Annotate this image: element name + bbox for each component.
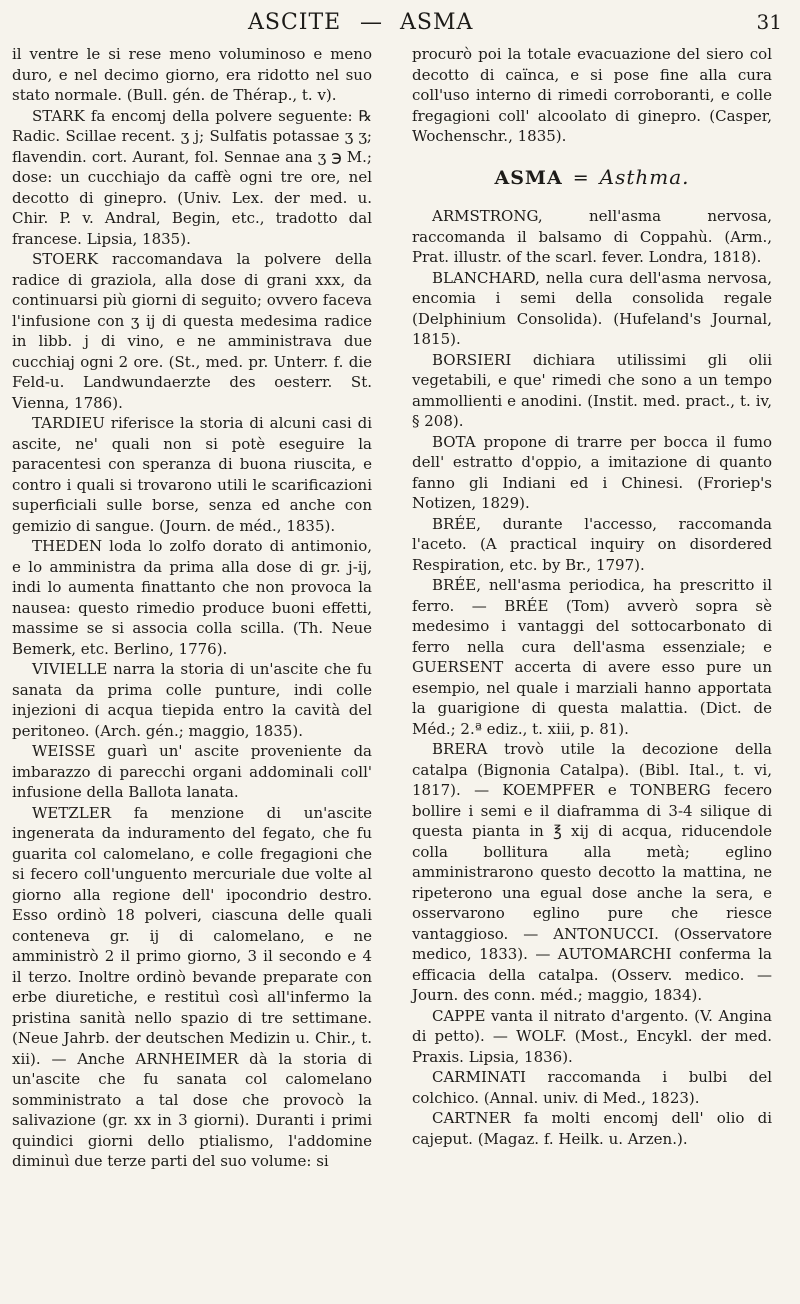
paragraph: WETZLER fa menzione di un'ascite ingenerata da induramento del fegato, che fu guarita col calomelano, e colle fregagioni che si fecero coll'unguento mercuriale due volte al giorno alla regione dell' ipocondrio destro. Esso ordinò 18 polveri, ciascuna delle quali conteneva gr. ij di calomelano, e ne amministrò 2 il primo giorno, 3 il secondo e 4 il terzo. Inoltre ordinò bevande preparate con erbe diuretiche, e restituì così all'infermo la pristina sanità nello spazio di tre settimane. (Neue Jahrb. der deutschen Medizin u. Chir., t. xii). — Anche ARNHEIMER dà la storia di un'ascite che fu sanata col calomelano somministrato a tal dose che provocò la salivazione (gr. xx in 3 giorni). Duranti i primi quindici giorni dello ptialismo, l'addomine diminuì due terze parti del suo volume: si	[12, 803, 372, 1170]
paragraph: BRÉE, durante l'accesso, raccomanda l'aceto. (A practical inquiry on disordered Respiration, etc. by Br., 1797).	[412, 514, 772, 574]
paragraph: THEDEN loda lo zolfo dorato di antimonio, e lo amministra da prima alla dose di gr. j-ij, indi lo aumenta finattanto che non provoca la nausea: questo rimedio produce buoni effetti, massime se si associa colla scilla. (Th. Neue Bemerk, etc. Berlino, 1776).	[12, 537, 372, 658]
section-heading-latin: Asthma.	[599, 164, 690, 189]
paragraph: STOERK raccomandava la polvere della radice di graziola, alla dose di grani xxx, da continuarsi più giorni di seguito; ovvero faceva l'infusione con ʒ ij di questa medesima radice in libb. j di vino, e ne amministrava due cucchiaj ogni 2 ore. (St., med. pr. Unterr. f. die Feld-u. Landwundaerzte des oesterr. St. Vienna, 1786).	[12, 250, 372, 412]
paragraph: BRÉE, nell'asma periodica, ha prescritto il ferro. — BRÉE (Tom) avverò sopra sè medesimo i vantaggi del sottocarbonato di ferro nella cura dell'asma essenziale; e GUERSENT accerta di avere esso pure un esempio, nel quale i marziali hanno apportata la guarigione di questa malattia. (Dict. de Méd.; 2.ª ediz., t. xiii, p. 81).	[412, 576, 772, 738]
paragraph: VIVIELLE narra la storia di un'ascite che fu sanata da prima colle punture, indi colle injezioni di acqua tiepida entro la cavità del peritoneo. (Arch. gén.; maggio, 1835).	[12, 660, 372, 740]
paragraph: CARMINATI raccomanda i bulbi del colchico. (Annal. univ. di Med., 1823).	[412, 1068, 772, 1107]
running-head	[0, 8, 800, 38]
paragraph: il ventre le si rese meno voluminoso e meno duro, e nel decimo giorno, era ridotto nel suo stato normale. (Bull. gén. de Thérap., t. v).	[12, 45, 372, 104]
paragraph: STARK fa encomj della polvere seguente: ℞ Radic. Scillae recent. ʒ j; Sulfatis potassae ʒ ʒ; flavendin. cort. Aurant, fol. Sennae ana ʒ ℈ M.; dose: un cucchiajo da caffè ogni tre ore, nel decotto di ginepro. (Univ. Lex. der med. u. Chir. P. v. Andral, Begin, etc., tradotto dal francese. Lipsia, 1835).	[12, 106, 372, 248]
paragraph: WEISSE guarì un' ascite proveniente da imbarazzo di parecchi organi addominali coll' infusione della Ballota lanata.	[12, 742, 372, 801]
paragraph: CARTNER fa molti encomj dell' olio di cajeput. (Magaz. f. Heilk. u. Arzen.).	[412, 1109, 772, 1148]
running-head-separator: —	[360, 10, 382, 35]
page-number: 31	[756, 10, 782, 34]
paragraph: CAPPE vanta il nitrato d'argento. (V. Angina di petto). — WOLF. (Most., Encykl. der med. Praxis. Lipsia, 1836).	[412, 1006, 772, 1066]
paragraph: BORSIERI dichiara utilissimi gli olii vegetabili, e que' rimedi che sono a un tempo ammollienti e anodini. (Instit. med. pract., t. iv, § 208).	[412, 350, 772, 430]
left-column	[12, 44, 372, 1172]
right-column	[412, 44, 772, 1149]
paragraph: TARDIEU riferisce la storia di alcuni casi di ascite, ne' quali non si potè eseguire la paracentesi con speranza di buona riuscita, e contro i quali si trovarono utili le scarificazioni superficiali sulle borse, senza ed anche con gemizio di sangue. (Journ. de méd., 1835).	[12, 414, 372, 535]
section-heading-term: ASMA	[494, 166, 563, 189]
running-head-right: ASMA	[400, 10, 474, 35]
running-head-left: ASCITE	[248, 10, 342, 35]
paragraph: ARMSTRONG, nell'asma nervosa, raccomanda il balsamo di Coppahù. (Arm., Prat. illustr. of the scarl. fever. Londra, 1818).	[412, 207, 772, 266]
paragraph: BLANCHARD, nella cura dell'asma nervosa, encomia i semi della consolida regale (Delphinium Consolida). (Hufeland's Journal, 1815).	[412, 268, 772, 348]
paragraph: BRERA trovò utile la decozione della catalpa (Bignonia Catalpa). (Bibl. Ital., t. vi, 1817). — KOEMPFER e TONBERG fecero bollire i semi e il diaframma di 3-4 silique di questa pianta in ℥ xij di acqua, riducendole colla bollitura alla metà; eglino amministrarono questo decotto la mattina, ne ripeterono una egual dose anche la sera, e osservarono eglino pure che riesce vantaggioso. — ANTONUCCI. (Osservatore medico, 1833). — AUTOMARCHI conferma la efficacia della catalpa. (Osserv. medico. — Journ. des conn. méd.; maggio, 1834).	[412, 740, 772, 1004]
section-heading	[412, 164, 772, 189]
paragraph: BOTA propone di trarre per bocca il fumo dell' estratto d'oppio, a imitazione di quanto fanno gli Indiani ed i Chinesi. (Froriep's Notizen, 1829).	[412, 432, 772, 512]
section-heading-equals: =	[572, 166, 590, 189]
paragraph: procurò poi la totale evacuazione del siero col decotto di caïnca, e si pose fine alla cura coll'uso interno di rimedi corroboranti, e colle fregagioni coll' alcoolato di ginepro. (Casper, Wochenschr., 1835).	[412, 45, 772, 145]
